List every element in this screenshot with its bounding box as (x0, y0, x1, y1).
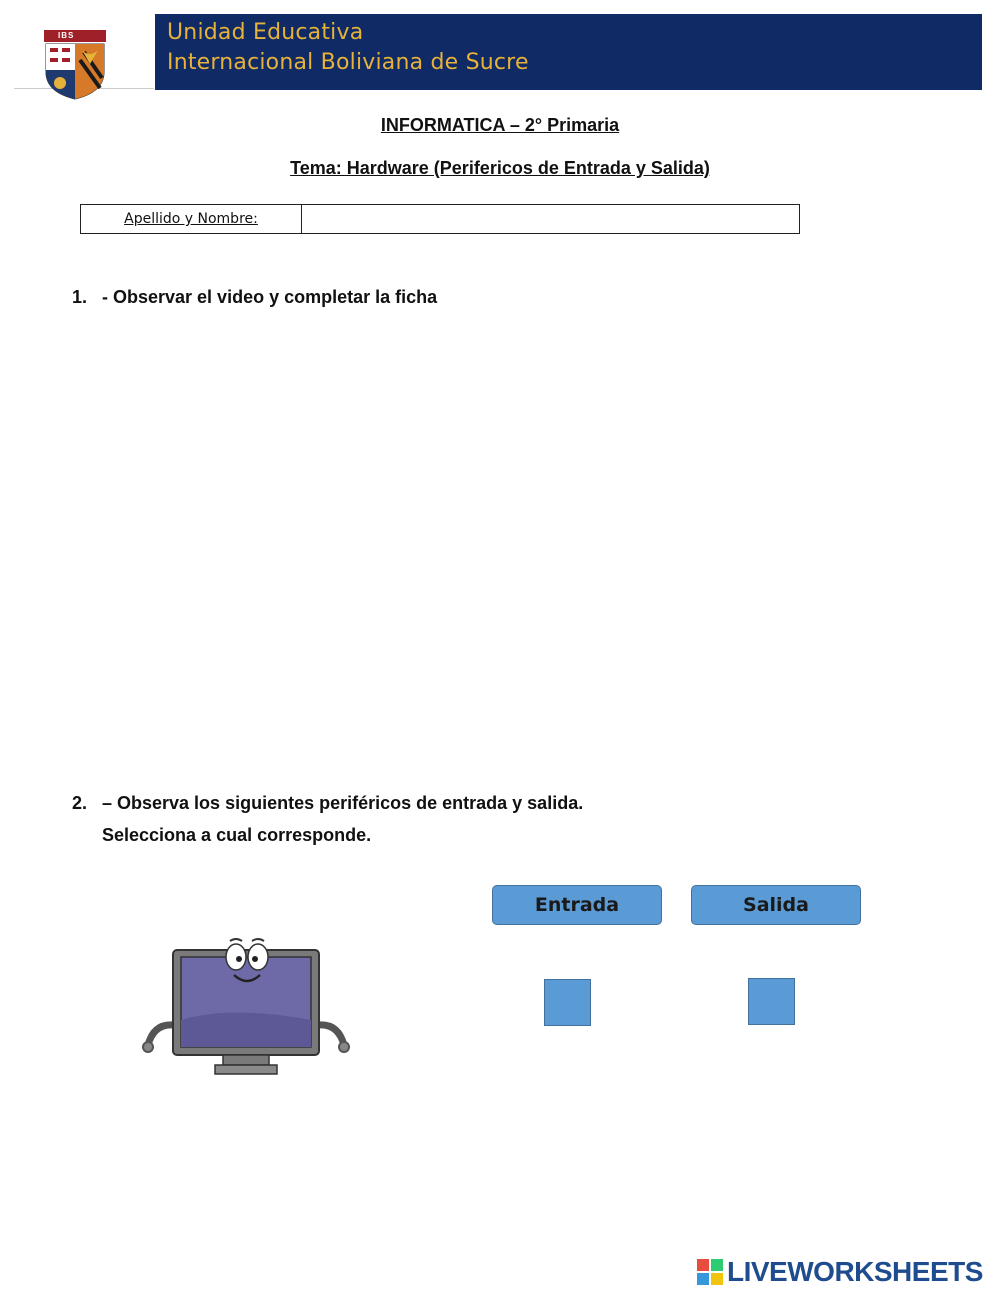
question-1-text: - Observar el video y completar la ficha (102, 287, 438, 307)
name-label: Apellido y Nombre: (81, 205, 302, 233)
liveworksheets-icon (697, 1259, 723, 1285)
logo-text: IBS (58, 31, 75, 40)
header-banner (155, 14, 982, 90)
name-table (80, 204, 800, 234)
question-2-line-2: Selecciona a cual corresponde. (102, 825, 372, 845)
header-logo-area (14, 14, 154, 89)
banner-line-2: Internacional Boliviana de Sucre (167, 50, 529, 75)
salida-label: Salida (691, 885, 861, 925)
page-title: INFORMATICA – 2° Primaria (380, 115, 620, 135)
school-crest-icon (44, 30, 106, 100)
brand-text: LIVEWORKSHEETS (727, 1256, 983, 1287)
question-1 (72, 287, 437, 308)
question-2 (72, 793, 583, 814)
banner-line-1: Unidad Educativa (167, 20, 364, 45)
name-input[interactable] (302, 205, 799, 233)
page-subtitle: Tema: Hardware (Perifericos de Entrada y Salida) (290, 158, 710, 178)
monitor-cartoon-icon (140, 935, 352, 1080)
question-2-number: 2. (72, 793, 88, 813)
entrada-label: Entrada (492, 885, 662, 925)
question-2-line-1: – Observa los siguientes periféricos de entrada y salida. (102, 793, 584, 813)
salida-checkbox[interactable] (748, 978, 795, 1025)
liveworksheets-logo (697, 1256, 983, 1288)
entrada-checkbox[interactable] (544, 979, 591, 1026)
question-1-number: 1. (72, 287, 88, 307)
